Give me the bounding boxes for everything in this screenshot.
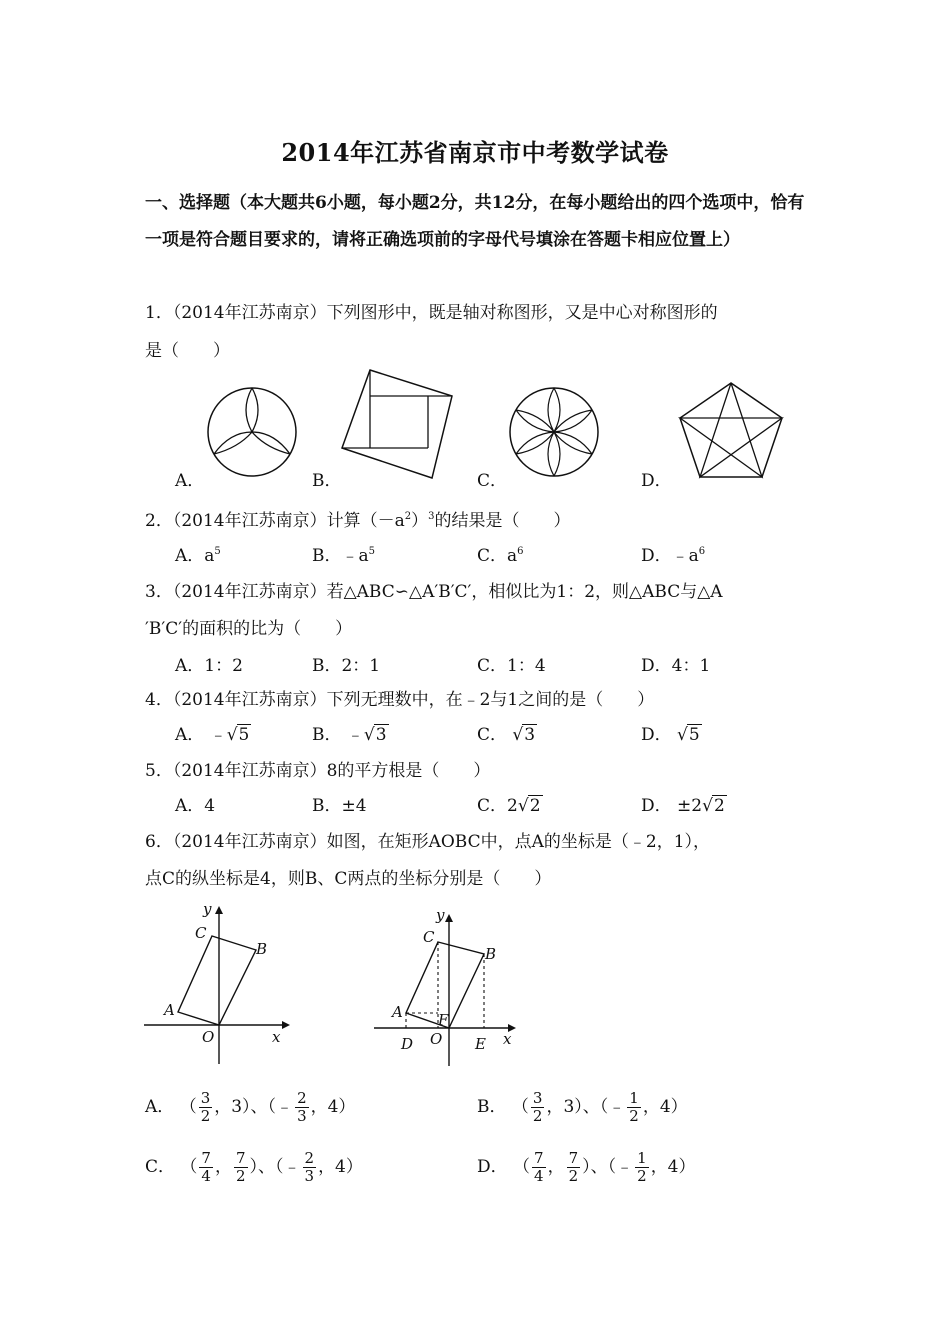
q3-option-d: D．4：1 — [641, 656, 711, 676]
q5-stem: 5．（2014年江苏南京）8的平方根是（ ） — [145, 761, 491, 781]
q3-option-b: B．2：1 — [312, 656, 381, 676]
q4-option-a: A． ﹣√5 — [175, 725, 250, 745]
fig1-label-x: x — [272, 1028, 281, 1046]
q6-stem-line1: 6．（2014年江苏南京）如图，在矩形AOBC中，点A的坐标是（﹣2，1）， — [145, 832, 711, 852]
page-title: 2014年江苏省南京市中考数学试卷 — [281, 138, 669, 167]
q6-option-d: D． （ $\frac{7}{4}$ ， $\frac{7}{2}$ ）、（﹣ $\frac{1}{2}$ ，4） — [477, 1149, 696, 1185]
q1-figure-d — [676, 380, 786, 480]
q1-option-a: A． — [175, 471, 205, 491]
fig1-label-a: A — [164, 1001, 175, 1019]
q6-figure-2 — [370, 900, 520, 1070]
fig1-label-o: O — [202, 1028, 215, 1046]
q1-option-c: C． — [477, 471, 508, 491]
sqrt-icon: √3 — [512, 725, 536, 745]
q6-option-c: C． （ $\frac{7}{4}$ ， $\frac{7}{2}$ ）、（﹣ $\frac{2}{3}$ ，4） — [145, 1149, 363, 1185]
q2-option-a: A．$a^5$ — [175, 546, 221, 566]
q6-stem-line2: 点C的纵坐标是4，则B、C两点的坐标分别是（ ） — [145, 869, 552, 889]
fig2-label-x: x — [503, 1030, 512, 1048]
q3-stem-line1: 3．（2014年江苏南京）若△ABC∽△A′B′C′，相似比为1：2，则△ABC与△A — [145, 582, 723, 602]
fig2-label-e: E — [475, 1035, 486, 1053]
q1-figure-a — [204, 384, 300, 480]
q1-stem-line1: 1．（2014年江苏南京）下列图形中，既是轴对称图形，又是中心对称图形的 — [145, 303, 718, 323]
q1-figure-b — [340, 368, 460, 480]
q6-option-a: A． （ $\frac{3}{2}$ ，3）、（﹣ $\frac{2}{3}$ ，4） — [145, 1089, 356, 1125]
q3-option-c: C．1：4 — [477, 656, 546, 676]
sqrt-icon: √5 — [226, 725, 250, 745]
q5-option-a: A．4 — [175, 796, 216, 816]
q3-option-a: A．1：2 — [175, 656, 243, 676]
fig2-label-a: A — [392, 1003, 403, 1021]
q5-option-b: B．±4 — [312, 796, 367, 816]
fig2-label-d: D — [401, 1035, 414, 1053]
fig1-label-y: y — [203, 900, 212, 918]
fig2-label-b: B — [485, 945, 497, 963]
q4-option-c: C． √3 — [477, 725, 536, 745]
sqrt-icon: √5 — [677, 725, 700, 745]
fig2-label-y: y — [436, 906, 445, 924]
sqrt-icon: √3 — [363, 725, 387, 745]
q4-option-b: B． ﹣√3 — [312, 725, 387, 745]
q6-figure-1 — [140, 900, 300, 1068]
sqrt-icon: √2 — [702, 796, 725, 816]
q2-option-b: B．$﹣a^5$ — [312, 546, 376, 566]
q1-option-d: D． — [641, 471, 672, 491]
sqrt-icon: √2 — [517, 796, 541, 816]
q6-option-b: B． （ $\frac{3}{2}$ ，3）、（﹣ $\frac{1}{2}$ ，4） — [477, 1089, 688, 1125]
q4-option-d: D． √5 — [641, 725, 700, 745]
q4-stem: 4．（2014年江苏南京）下列无理数中，在﹣2与1之间的是（ ） — [145, 690, 655, 710]
q2-stem: 2．（2014年江苏南京）计算$(-a^2)^3$的结果是（ ） — [145, 511, 571, 531]
fig1-label-b: B — [256, 940, 268, 958]
fig2-label-o: O — [430, 1030, 443, 1048]
fig2-label-f: F — [438, 1011, 449, 1029]
q5-option-c: C．2√2 — [477, 796, 541, 816]
section-heading: 一、选择题（本大题共6小题，每小题2分，共12分，在每小题给出的四个选项中，恰有一项是符合题目要求的，请将正确选项前的字母代号填涂在答题卡相应位置上） — [145, 193, 805, 250]
q3-stem-line2: ′B′C′的面积的比为（ ） — [145, 619, 353, 639]
q1-figure-c — [506, 384, 602, 480]
fig2-label-c: C — [423, 928, 435, 946]
fig1-label-c: C — [195, 924, 207, 942]
q5-option-d: D． ±2√2 — [641, 796, 725, 816]
q1-stem-line2: 是（ ） — [145, 341, 230, 361]
q2-option-c: C．$a^6$ — [477, 546, 524, 566]
q1-option-b: B． — [312, 471, 342, 491]
q2-option-d: D．$﹣a^6$ — [641, 546, 706, 566]
